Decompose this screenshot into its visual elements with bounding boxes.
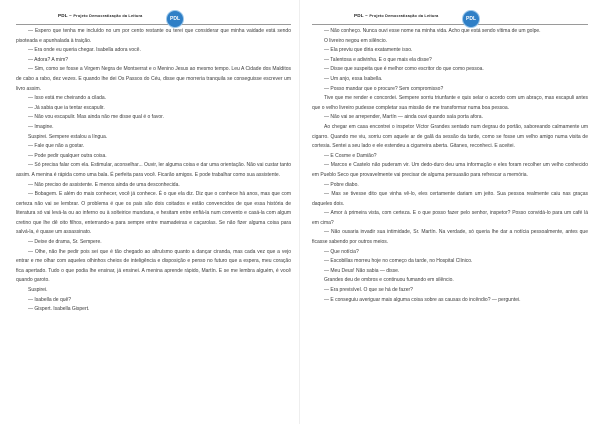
paragraph: — Não ousaria invadir sua intimidade, Sr. Martín. Na verdade, só queria lhe dar a notícia pessoalmente, antes que ficasse sabendo por outros meios.: [312, 229, 588, 246]
left-page-header: [16, 6, 291, 25]
paragraph: — E Cosme e Damião?: [324, 152, 377, 159]
right-page-body: [312, 27, 588, 305]
paragraph: — Bobagem. E além do mais conhecer, você já conhece. É o que ela diz. Diz que o conhece há anos, mas que com certeza não vai se lembrar. O problema é que os pais são dois coitados e estão convencidos de que essa história de literatura só vai levá-la ou ao inferno ou à solteirice mundana, e hesitam entre enfiá-la num convento e casá-la com algum cretino que lhe dê oito filhos, enterrando-a para sempre entre mamadeiras e caçarolas. Se não fizer alguma coisa para salvá-la, é quase um assassinato.: [16, 191, 291, 236]
paragraph: — Talentosa e adivinha. E o que mais ela disse?: [324, 56, 432, 63]
paragraph: — Já sabia que ia tentar escapulir.: [28, 104, 105, 111]
left-page-body: [16, 27, 291, 315]
header-title: PDL – Projeto Democratização da Leitura: [354, 13, 439, 18]
pdl-logo-icon: PDL: [462, 10, 480, 28]
paragraph: — Era onde eu queria chegar. Isabella adora você.: [28, 47, 141, 54]
paragraph: — Amor à primeira vista, com certeza. E o que posso fazer pelo senhor, inspetor? Posso convidá-lo para um café lá em cima?: [312, 210, 588, 226]
paragraph: — Imagine.: [28, 123, 54, 130]
header-title: PDL – Projeto Democratização da Leitura: [58, 13, 143, 18]
paragraph: — Não vou escapulir. Mas ainda não me disse qual é o favor.: [28, 114, 164, 121]
paragraph: — Pode pedir qualquer outra coisa.: [28, 152, 107, 159]
paragraph: — Era previsível. O que se há de fazer?: [324, 287, 413, 294]
paragraph: — Marcos e Castelo não puderam vir. Um dedo-duro deu uma informação e eles foram recolher um velho conhecido em Pueblo Seco que provavelmente vai precisar de alguma persuasão para refrescar a memória.: [312, 162, 588, 178]
paragraph: — Isabella de quê?: [28, 296, 72, 303]
paragraph: — Um anjo, essa Isabella.: [324, 75, 383, 82]
paragraph: — Posso mandar que o procure? Sem compromisso?: [324, 85, 444, 92]
paragraph: — Só precisa falar com ela. Estimular, aconselhar... Ouvir, ler alguma coisa e dar uma orientação. Não vai custar tanto assim. A menina é rápida como uma bala. É perfeita para você. Ficarão amigos. E pode trabalhar como sua assistente.: [16, 162, 291, 178]
paragraph: Ao chegar em casa encontrei o inspetor Víctor Grandes sentado num degrau do portão, saboreando calmamente um cigarro. Quando me viu, sorriu com aquele ar de galã da sessão da tarde, como se fosse um velho amigo numa visita de cortesia. Sentei a seu lado e ele estendeu a cigarreira aberta. Gitanes, reconheci. E aceitei.: [312, 123, 588, 150]
paragraph: — Ela previu que diria exatamente isso.: [324, 47, 413, 54]
paragraph: — Deixe de drama, Sr. Sempere.: [28, 239, 102, 246]
paragraph: Grandes deu de ombros e continuou fumando em silêncio.: [324, 277, 454, 284]
paragraph: — Adora? A mim?: [28, 56, 69, 63]
pdl-logo-icon: PDL: [166, 10, 184, 28]
paragraph: — Não vai se arrepender, Martín — ainda ouvi quando saía porta afora.: [324, 114, 483, 121]
paragraph: — Olhe, não lhe pedir pois sei que é tão chegado ao altruísmo quanto a dançar ciranda, mas cada vez que a vejo entrar e me olhar com aqueles olhinhos cheios de inteligência e disposição e penso no futuro que a espera, meu coração fica apertado. Tudo o que podia lhe ensinar, já ensinei. A menina aprende rápido, Martín. E se me lembra alguém, é você quando garoto.: [16, 248, 291, 284]
paragraph: O livreiro negou em silêncio.: [324, 37, 388, 44]
paragraph: — Espero que tenha me incluído no um por cento restante ou terei que considerar que minha vaidade está sendo pisoteada e apunhalada à traição.: [16, 28, 291, 44]
paragraph: — Escobillas morreu hoje no começo da tarde, no Hospital Clínico.: [324, 258, 473, 265]
paragraph: Suspirei. Sempere estalou a língua.: [28, 133, 108, 140]
paragraph: — Não preciso de assistente. E menos ainda de uma desconhecida.: [28, 181, 180, 188]
paragraph: — Meu Deus! Não sabia — disse.: [324, 267, 400, 274]
paragraph: — Fale que não a gostar.: [28, 143, 85, 150]
paragraph: — Mas se tivesse dito que vinha vê-lo, eles certamente dariam um jeito. Sua pessoa realmente caiu nas graças daqueles dois.: [312, 191, 588, 207]
paragraph: — Disse que suspeita que é melhor como escritor do que como pessoa.: [324, 66, 484, 73]
paragraph: — E conseguiu averiguar mais alguma coisa sobre as causas do incêndio? — perguntei.: [324, 296, 521, 303]
paragraph: — Não conheço. Nunca ouvi esse nome na minha vida. Acho que está sendo vítima de um golpe.: [324, 28, 541, 34]
paragraph: — Isso está me cheirando a cilada.: [28, 95, 107, 102]
right-page-header: [312, 6, 588, 25]
paragraph: — Que notícia?: [324, 248, 359, 255]
right-page: [300, 0, 600, 424]
paragraph: — Sim, como se fosse a Virgem Negra de Montserrat e o Menino Jesus ao mesmo tempo. Leu A Cidade dos Malditos de cabo a rabo, dez vezes. E quando lhe dei Os Passos do Céu, disse que morreria tranquila se conseguisse escrever um livro assim.: [16, 66, 291, 92]
paragraph: Tive que me render e concordei. Sempere sorriu triunfante e quis selar o acordo com um abraço, mas escapuli antes que o velho livreiro pudesse completar sua missão de me transformar numa boa pessoa.: [312, 95, 588, 111]
paragraph: Suspirei.: [28, 287, 48, 294]
paragraph: — Pobre diabo.: [324, 181, 359, 188]
paragraph: — Gispert. Isabella Gispert.: [28, 306, 90, 313]
